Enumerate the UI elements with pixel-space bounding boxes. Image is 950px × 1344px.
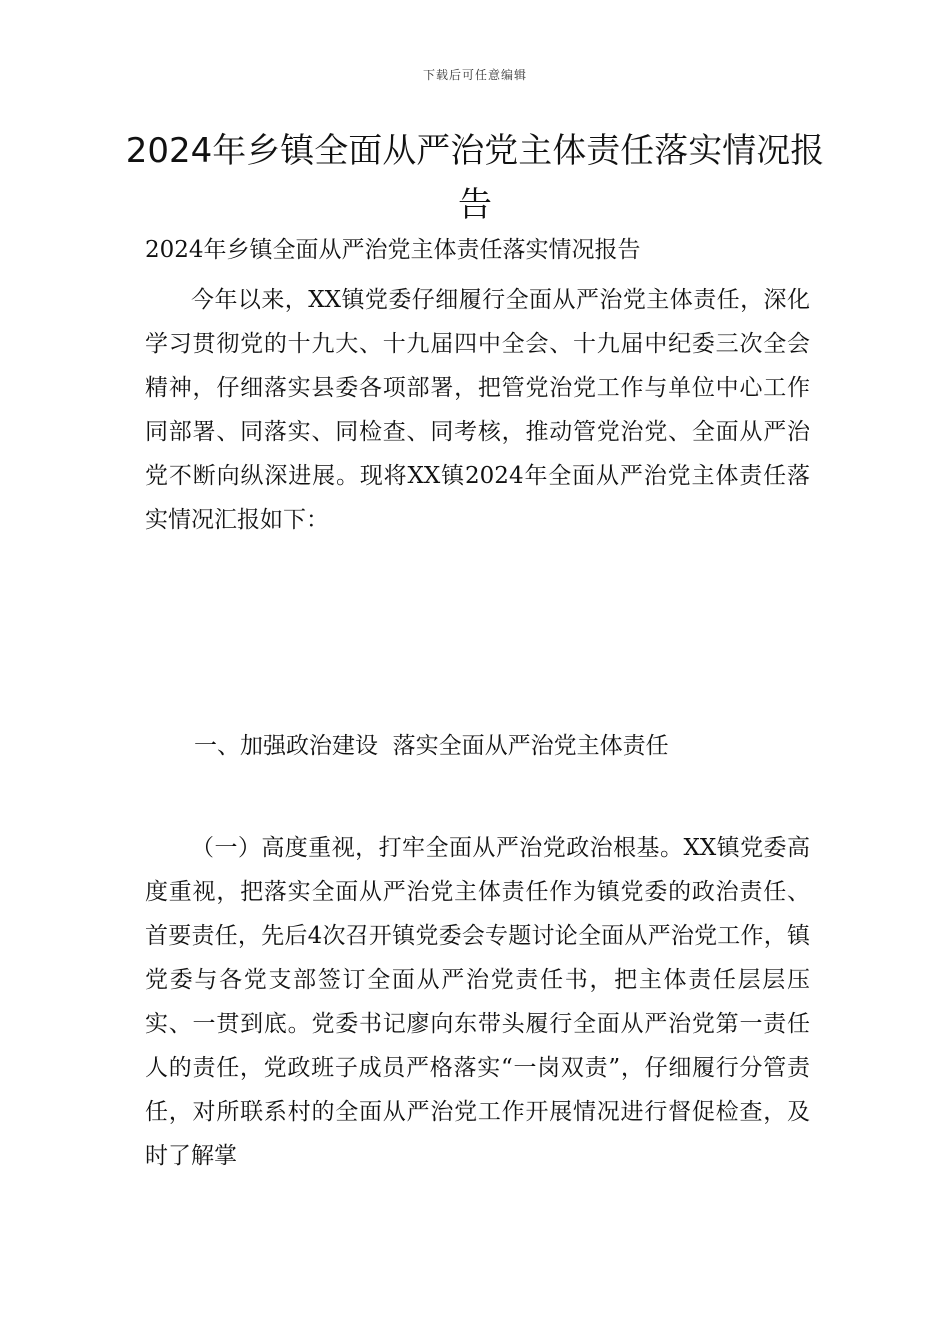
section-heading: 一、加强政治建设 落实全面从严治党主体责任: [194, 733, 669, 759]
intro-paragraph: 今年以来，XX镇党委仔细履行全面从严治党主体责任，深化学习贯彻党的十九大、十九届四中全会、十九届中纪委三次全会精神，仔细落实县委各项部署，把管党治党工作与单位中心工作同部署、同落实、同检查、同考核，推动管党治党、全面从严治党不断向纵深进展。现将XX镇2024年全面从严治党主体责任落实情况汇报如下：: [145, 287, 810, 533]
document-title: 2024年乡镇全面从严治党主体责任落实情况报告: [125, 131, 825, 225]
page-header-note: 下载后可任意编辑: [422, 68, 527, 82]
section-paragraph: （一）高度重视，打牢全面从严治党政治根基。XX镇党委高度重视，把落实全面从严治党主体责任作为镇党委的政治责任、首要责任，先后4次召开镇党委会专题讨论全面从严治党工作，镇党委与各党支部签订全面从严治党责任书，把主体责任层层压实、一贯到底。党委书记廖向东带头履行全面从严治党第一责任人的责任，党政班子成员严格落实“一岗双责”，仔细履行分管责任，对所联系村的全面从严治党工作开展情况进行督促检查，及时了解掌: [145, 835, 810, 1169]
document-subtitle: 2024年乡镇全面从严治党主体责任落实情况报告: [145, 237, 641, 263]
